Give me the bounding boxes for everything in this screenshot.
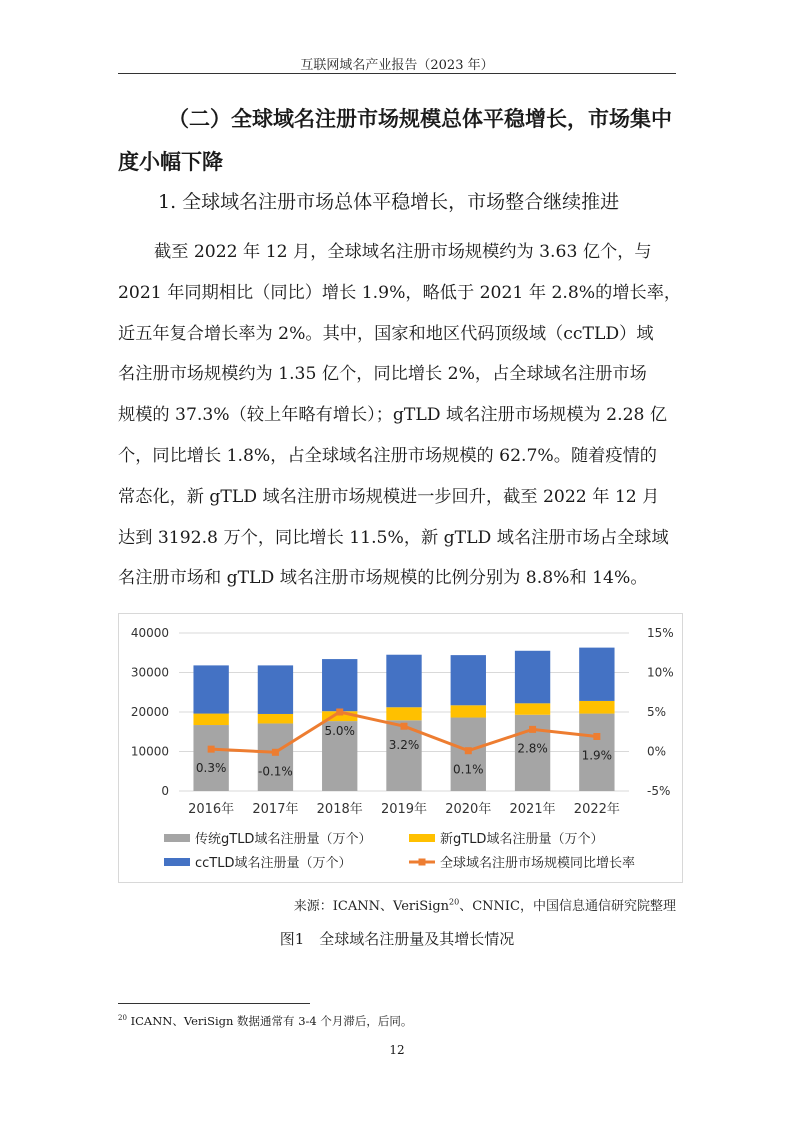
legend-label: 新gTLD域名注册量（万个） — [440, 832, 604, 847]
bar-segment — [579, 648, 614, 701]
paragraph-line: 2021 年同期相比（同比）增长 1.9%，略低于 2021 年 2.8%的增长率， — [118, 282, 682, 303]
growth-rate-point — [465, 747, 472, 754]
right-axis-tick-label: 15% — [647, 626, 674, 640]
bar-segment — [258, 714, 293, 723]
growth-rate-point — [336, 709, 343, 716]
x-axis-tick-label: 2017年 — [252, 802, 299, 817]
right-axis-tick-label: -5% — [647, 784, 671, 798]
growth-rate-point — [208, 746, 215, 753]
legend-label: 全球域名注册市场规模同比增长率 — [440, 856, 636, 871]
running-header: 互联网域名产业报告（2023 年） — [300, 58, 494, 73]
paragraph-line: 达到 3192.8 万个，同比增长 11.5%，新 gTLD 域名注册市场占全球域 — [118, 527, 669, 548]
legend-label: 传统gTLD域名注册量（万个） — [195, 832, 372, 847]
growth-rate-data-label: 2.8% — [517, 741, 548, 756]
bar-segment — [451, 705, 486, 717]
legend-swatch — [164, 834, 190, 842]
figure-source — [294, 895, 676, 914]
growth-rate-data-label: 0.3% — [195, 761, 227, 776]
chart-canvas — [119, 614, 682, 882]
growth-rate-data-label: -0.1% — [258, 764, 293, 779]
growth-rate-data-label: 3.2% — [388, 738, 420, 753]
x-axis-tick-label: 2022年 — [573, 802, 620, 817]
legend-swatch — [164, 858, 190, 866]
paragraph-line: 截至 2022 年 12 月，全球域名注册市场规模约为 3.63 亿个，与 — [154, 242, 652, 262]
paragraph-line: 名注册市场和 gTLD 域名注册市场规模的比例分别为 8.8%和 14%。 — [118, 568, 648, 589]
domain-registration-chart — [118, 613, 683, 883]
bar-segment — [451, 655, 486, 705]
bar-segment — [193, 665, 228, 713]
growth-rate-point — [272, 749, 279, 756]
left-axis-tick-label: 20000 — [130, 705, 169, 719]
paragraph-line: 常态化，新 gTLD 域名注册市场规模进一步回升，截至 2022 年 12 月 — [118, 486, 660, 507]
bar-segment — [258, 665, 293, 714]
bar-segment — [386, 707, 421, 720]
bar-segment — [451, 718, 486, 791]
bar-segment — [193, 725, 228, 791]
bar-segment — [258, 723, 293, 791]
section-title-line-1: （二）全球域名注册市场规模总体平稳增长，市场集中 — [168, 107, 672, 131]
bar-segment — [193, 714, 228, 725]
legend-swatch — [409, 834, 435, 842]
left-axis-tick-label: 40000 — [130, 626, 169, 640]
bar-segment — [515, 651, 550, 704]
source-suffix: 、CNNIC，中国信息通信研究院整理 — [459, 899, 676, 914]
subsection-title: 1. 全球域名注册市场总体平稳增长，市场整合继续推进 — [158, 191, 620, 213]
x-axis-tick-label: 2016年 — [188, 802, 235, 817]
bar-segment — [386, 655, 421, 708]
paragraph-line: 名注册市场规模约为 1.35 亿个，同比增长 2%，占全球域名注册市场 — [118, 364, 647, 385]
bar-segment — [579, 701, 614, 714]
right-axis-tick-label: 5% — [647, 705, 667, 719]
left-axis-tick-label: 30000 — [130, 665, 169, 680]
x-axis-tick-label: 2021年 — [509, 802, 556, 817]
x-axis-tick-label: 2019年 — [380, 802, 428, 817]
footnote-text: ICANN、VeriSign 数据通常有 3-4 个月滞后，后同。 — [126, 1014, 413, 1028]
x-axis-tick-label: 2018年 — [316, 802, 363, 817]
growth-rate-data-label: 0.1% — [453, 762, 484, 777]
section-title-line-2: 度小幅下降 — [118, 150, 223, 174]
legend-label: ccTLD域名注册量（万个） — [195, 856, 352, 871]
growth-rate-point — [401, 723, 408, 730]
body-paragraph — [118, 232, 682, 599]
page-number: 12 — [389, 1043, 405, 1057]
bar-segment — [322, 659, 357, 711]
x-axis-tick-label: 2020年 — [445, 802, 492, 817]
footnote-number: 20 — [118, 1014, 127, 1023]
growth-rate-data-label: 5.0% — [324, 724, 355, 738]
footnote-rule — [118, 1003, 310, 1004]
growth-rate-point — [593, 733, 600, 740]
footnote — [118, 1013, 412, 1029]
left-axis-tick-label: 10000 — [130, 744, 169, 759]
source-prefix: 来源：ICANN、VeriSign — [293, 899, 450, 914]
growth-rate-data-label: 1.9% — [581, 748, 613, 763]
right-axis-tick-label: 10% — [647, 665, 674, 680]
paragraph-line: 近五年复合增长率为 2%。其中，国家和地区代码顶级域（ccTLD）域 — [118, 323, 654, 344]
figure-caption: 图1 全球域名注册量及其增长情况 — [279, 930, 515, 948]
paragraph-line: 规模的 37.3%（较上年略有增长）；gTLD 域名注册市场规模为 2.28 亿 — [118, 405, 668, 426]
section-title — [118, 98, 676, 184]
paragraph-line: 个，同比增长 1.8%，占全球域名注册市场规模的 62.7%。随着疫情的 — [118, 445, 657, 466]
growth-rate-point — [529, 726, 536, 733]
footnote-marker: 20 — [449, 897, 460, 907]
left-axis-tick-label: 0 — [161, 784, 169, 798]
legend-swatch-marker — [419, 859, 426, 866]
header-rule — [118, 73, 676, 74]
right-axis-tick-label: 0% — [647, 744, 667, 759]
bar-segment — [515, 703, 550, 714]
